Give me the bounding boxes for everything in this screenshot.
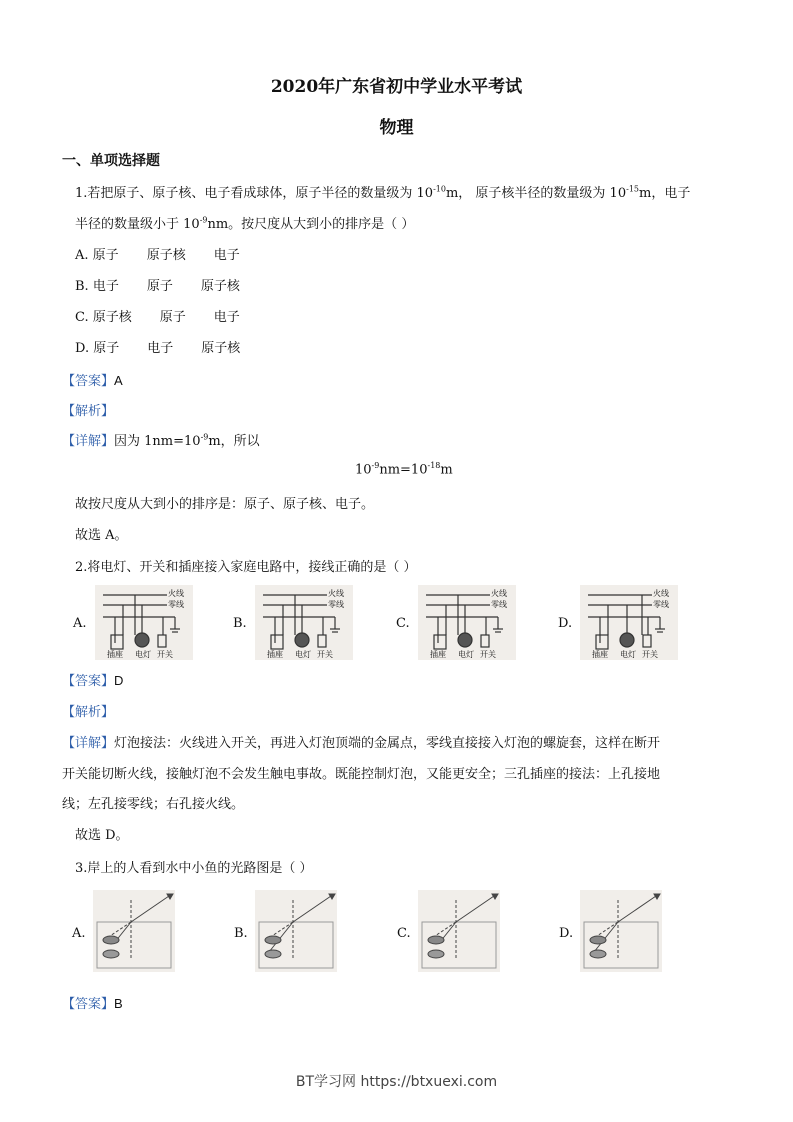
q1-equation: $10^{-9}nm=10^{-18}m$ <box>355 461 453 478</box>
fish-light-path-icon <box>93 890 175 972</box>
q3-option-label: D. <box>559 926 574 941</box>
q2-option-label: B. <box>233 616 247 631</box>
switch-label: 开关 <box>317 650 333 659</box>
neutral-wire-label: 零线 <box>168 600 184 609</box>
neutral-wire-label: 零线 <box>491 600 507 609</box>
socket-label: 插座 <box>267 650 283 659</box>
q3-stem: 3.岸上的人看到水中小鱼的光路图是（ ） <box>75 861 313 876</box>
q1-answer: 【答案】A <box>62 373 123 389</box>
fish-light-path-icon <box>580 890 662 972</box>
circuit-diagram <box>580 585 678 660</box>
q1-conclusion: 故按尺度从大到小的排序是：原子、原子核、电子。 <box>75 497 375 512</box>
neutral-wire-label: 零线 <box>328 600 344 609</box>
q2-detail-line1: 【详解】灯泡接法：火线进入开关，再进入灯泡顶端的金属点，零线直接接入灯泡的螺旋套，这样在断开 <box>62 736 661 751</box>
q2-detail-line2: 开关能切断火线，接触灯泡不会发生触电事故。既能控制灯泡，又能更安全；三孔插座的接法：上孔接地 <box>62 767 661 782</box>
q2-stem: 2.将电灯、开关和插座接入家庭电路中，接线正确的是（ ） <box>75 560 417 575</box>
q2-detail-line3: 线；左孔接零线；右孔接火线。 <box>62 797 245 812</box>
q3-option-label: B. <box>234 926 248 941</box>
neutral-wire-label: 零线 <box>653 600 669 609</box>
q1-analysis-label: 【解析】 <box>62 404 115 419</box>
circuit-diagram <box>418 585 516 660</box>
q1-choose: 故选 A。 <box>75 528 128 543</box>
q2-option-label: A. <box>73 616 87 631</box>
q2-option-label: C. <box>396 616 410 631</box>
fish-light-path-icon <box>255 890 337 972</box>
light-path-diagram <box>418 890 500 972</box>
q1-option-c: C. 原子核 原子 电子 <box>75 310 240 325</box>
socket-label: 插座 <box>592 650 608 659</box>
exam-title: 2020年广东省初中学业水平考试 <box>270 77 523 97</box>
q3-answer: 【答案】B <box>62 996 123 1012</box>
circuit-diagram <box>255 585 353 660</box>
section-heading: 一、单项选择题 <box>62 153 160 169</box>
q2-answer: 【答案】D <box>62 673 124 689</box>
subject-title: 物理 <box>379 118 414 138</box>
circuit-diagram <box>95 585 193 660</box>
q2-option-label: D. <box>558 616 573 631</box>
switch-label: 开关 <box>157 650 173 659</box>
lamp-label: 电灯 <box>135 650 151 659</box>
lamp-label: 电灯 <box>458 650 474 659</box>
q1-detail: 【详解】因为 $1nm=10^{-9}m$，所以 <box>62 432 260 449</box>
lamp-label: 电灯 <box>620 650 636 659</box>
q1-option-d: D. 原子 电子 原子核 <box>75 341 241 356</box>
socket-label: 插座 <box>107 650 123 659</box>
live-wire-label: 火线 <box>168 589 184 598</box>
live-wire-label: 火线 <box>328 589 344 598</box>
switch-label: 开关 <box>642 650 658 659</box>
q3-option-label: A. <box>72 926 86 941</box>
q1-option-a: A. 原子 原子核 电子 <box>75 248 240 263</box>
light-path-diagram <box>93 890 175 972</box>
q3-option-label: C. <box>397 926 411 941</box>
light-path-diagram <box>255 890 337 972</box>
switch-label: 开关 <box>480 650 496 659</box>
live-wire-label: 火线 <box>491 589 507 598</box>
q1-stem-line2: 半径的数量级小于 $10^{-9}nm$。按尺度从大到小的排序是（ ） <box>75 215 415 232</box>
lamp-label: 电灯 <box>295 650 311 659</box>
fish-light-path-icon <box>418 890 500 972</box>
footer-watermark: BT学习网 https://btxuexi.com <box>295 1074 498 1090</box>
q1-stem-line1: 1.若把原子、原子核、电子看成球体，原子半径的数量级为 $10^{-10}m$， 原子核半径的数量级为 $10^{-15}m$，电子 <box>75 184 691 201</box>
socket-label: 插座 <box>430 650 446 659</box>
q2-choose: 故选 D。 <box>75 828 129 843</box>
live-wire-label: 火线 <box>653 589 669 598</box>
q1-option-b: B. 电子 原子 原子核 <box>75 279 240 294</box>
light-path-diagram <box>580 890 662 972</box>
q2-analysis-label: 【解析】 <box>62 705 115 720</box>
